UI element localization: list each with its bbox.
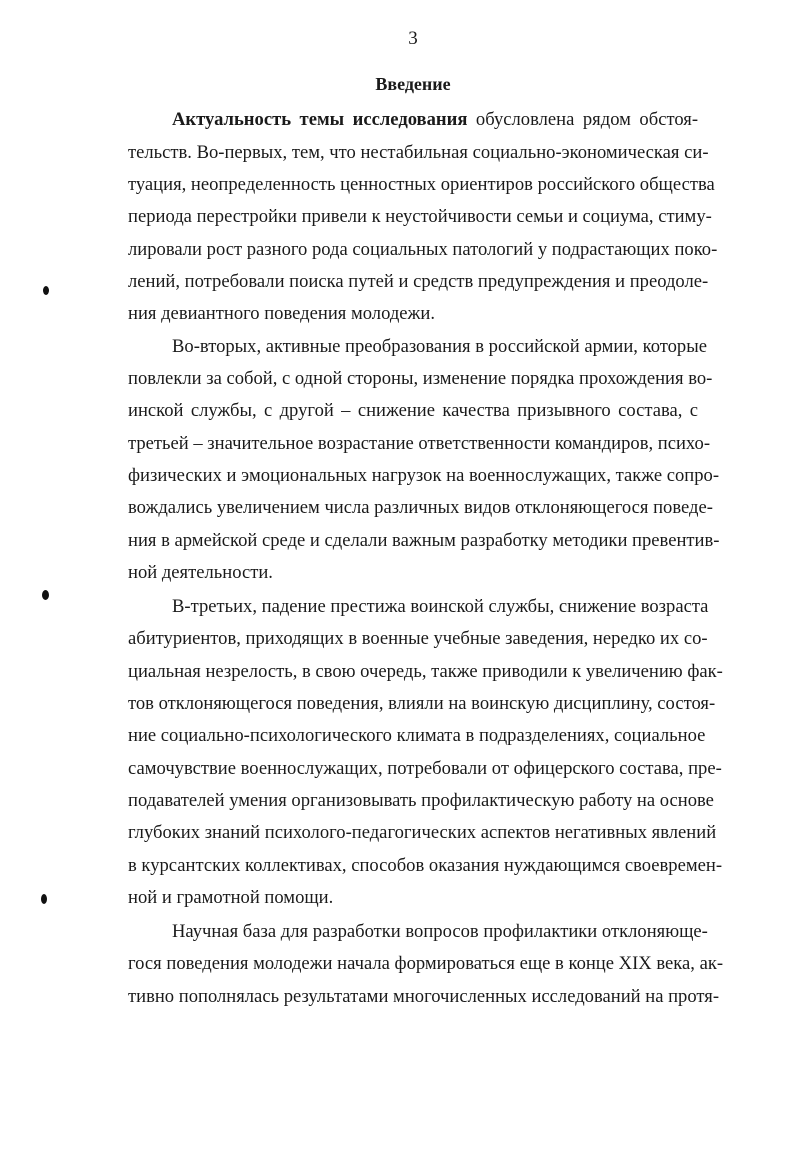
text-line: ния девиантного поведения молодежи.: [128, 303, 435, 324]
text-line: в курсантских коллективах, способов оказания нуждающимся своевремен-: [128, 855, 723, 876]
text-line: Научная база для разработки вопросов профилактики отклоняюще-: [172, 921, 708, 942]
text-line: глубоких знаний психолого-педагогических аспектов негативных явлений: [128, 822, 717, 843]
text-line: лировали рост разного рода социальных патологий у подрастающих поко-: [128, 239, 718, 260]
text-line: тивно пополнялась результатами многочисленных исследований на протя-: [128, 986, 720, 1007]
text-line: Во-вторых, активные преобразования в российской армии, которые: [172, 336, 707, 357]
text-line: туация, неопределенность ценностных ориентиров российского общества: [128, 174, 715, 195]
scan-mark-dot: [42, 590, 49, 600]
text-line: вождались увеличением числа различных видов отклоняющегося поведе-: [128, 497, 713, 518]
text-line: Актуальность темы исследования обусловлена рядом обстоя-: [172, 109, 699, 130]
scan-mark-dot: [41, 894, 47, 904]
text-line: периода перестройки привели к неустойчивости семьи и социума, стиму-: [128, 206, 712, 227]
text-line: В-третьих, падение престижа воинской службы, снижение возраста: [172, 596, 709, 617]
page-number: 3: [408, 28, 418, 49]
text-line: циальная незрелость, в свою очередь, также приводили к увеличению фак-: [128, 661, 723, 682]
text-line: ной деятельности.: [128, 562, 273, 583]
text-line: подавателей умения организовывать профилактическую работу на основе: [128, 790, 714, 811]
text-line: ние социально-психологического климата в подразделениях, социальное: [128, 725, 706, 746]
text-line: тельств. Во-первых, тем, что нестабильная социально-экономическая си-: [128, 142, 709, 163]
text-line: физических и эмоциональных нагрузок на военнослужащих, также сопро-: [128, 465, 720, 486]
text-line: ния в армейской среде и сделали важным разработку методики превентив-: [128, 530, 720, 551]
scan-mark-dot: [43, 286, 49, 295]
lead-bold-phrase: Актуальность темы исследования: [172, 109, 468, 130]
section-heading: Введение: [375, 74, 451, 94]
text-line: инской службы, с другой – снижение качества призывного состава, с: [128, 400, 698, 421]
text-line: гося поведения молодежи начала формироваться еще в конце XIX века, ак-: [128, 953, 724, 974]
text-line: повлекли за собой, с одной стороны, изменение порядка прохождения во-: [128, 368, 713, 389]
text-line: абитуриентов, приходящих в военные учебные заведения, нередко их со-: [128, 628, 708, 649]
text-line: самочувствие военнослужащих, потребовали от офицерского состава, пре-: [128, 758, 722, 779]
text-line: лений, потребовали поиска путей и средств предупреждения и преодоле-: [128, 271, 709, 292]
text-line: третьей – значительное возрастание ответственности командиров, психо-: [128, 433, 711, 454]
text-line: тов отклоняющегося поведения, влияли на воинскую дисциплину, состоя-: [128, 693, 716, 714]
text-line: ной и грамотной помощи.: [128, 887, 334, 908]
